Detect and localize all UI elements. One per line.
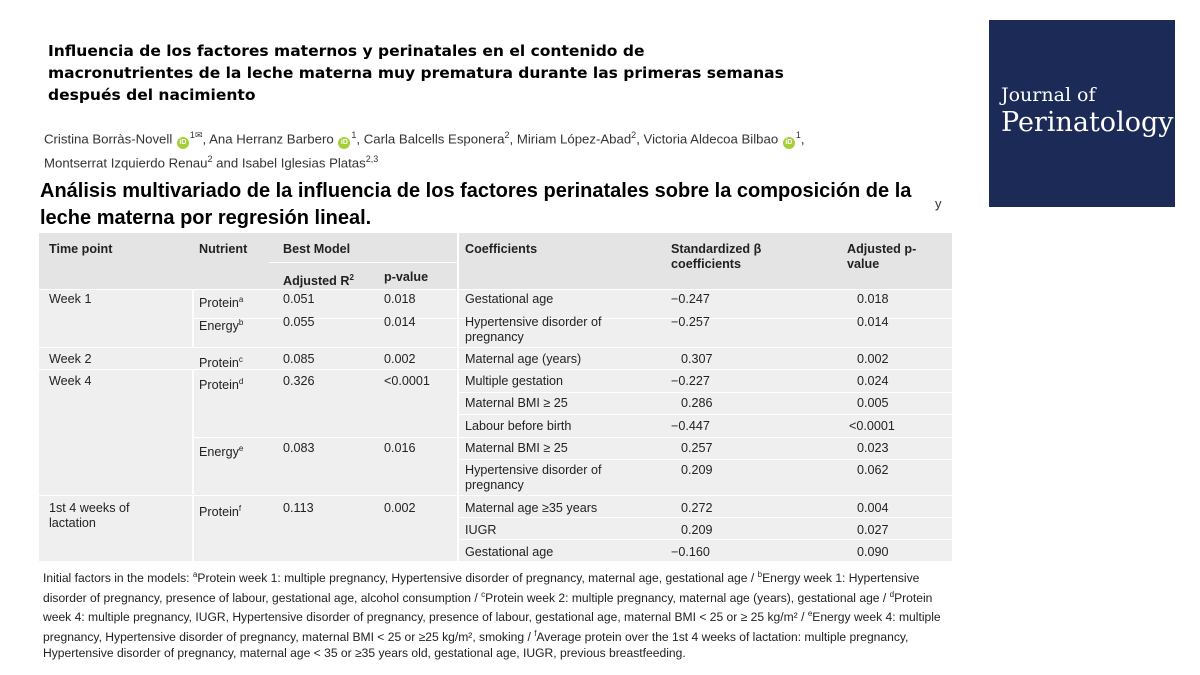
r2-cell: 0.055 [283, 315, 315, 329]
beta-cell: 0.209 [681, 463, 713, 477]
beta-cell: 0.286 [681, 396, 713, 410]
beta-cell: 0.257 [681, 441, 713, 455]
r2-cell: 0.326 [283, 374, 315, 388]
adj-p-cell: 0.062 [857, 463, 889, 477]
header-adjusted-r2: Adjusted $R^2$ [283, 273, 354, 289]
header-nutrient: Nutrient [199, 242, 248, 256]
coefficient-cell: Maternal BMI ≥ 25 [465, 396, 568, 410]
beta-cell: 0.272 [681, 501, 713, 515]
beta-cell: −0.160 [671, 545, 710, 559]
stray-letter: y [935, 196, 942, 211]
nutrient-cell: Protein$^c$ [199, 355, 243, 371]
nutrient-cell: Energy$^b$ [199, 318, 244, 334]
adj-p-cell: 0.027 [857, 523, 889, 537]
adj-p-cell: 0.024 [857, 374, 889, 388]
adj-p-cell: 0.023 [857, 441, 889, 455]
header-divider [269, 262, 457, 263]
beta-cell: 0.307 [681, 352, 713, 366]
affiliation-sup: 2 [631, 130, 637, 140]
r2-cell: 0.085 [283, 352, 315, 366]
author-name: Isabel Iglesias Platas [241, 155, 366, 171]
author-name: Miriam López-Abad [516, 131, 632, 147]
paper-title [48, 40, 848, 106]
author-name: Cristina Borràs-Novell [44, 131, 173, 147]
nutrient-cell: Protein$^d$ [199, 377, 244, 393]
coefficient-cell: Gestational age [465, 292, 554, 306]
adj-p-cell: 0.005 [857, 396, 889, 410]
r2-cell: 0.113 [283, 501, 314, 515]
adj-p-cell: 0.004 [857, 501, 889, 515]
title-line-1: Influencia de los factores maternos y perinatales en el contenido de [48, 42, 645, 60]
adj-p-cell: 0.090 [857, 545, 889, 559]
title-line-2: macronutrientes de la leche materna muy prematura durante las primeras semanas [48, 64, 784, 82]
header-p-value: p-value [384, 270, 429, 284]
caption-line-1: Análisis multivariado de la influencia de los factores perinatales sobre la composición de la [40, 180, 912, 202]
coefficient-cell: Maternal age (years) [465, 352, 582, 366]
affiliation-sup: 2 [504, 130, 510, 140]
row-line [457, 414, 952, 415]
author-name: Montserrat Izquierdo Renau [44, 155, 208, 171]
r2-cell: 0.051 [283, 292, 315, 306]
coefficient-cell: Gestational age [465, 545, 554, 559]
regression-table [39, 233, 952, 561]
logo-line-2: Perinatology [1001, 107, 1174, 138]
beta-cell: −0.227 [671, 374, 710, 388]
coefficient-cell: IUGR [465, 523, 497, 537]
row-line [192, 437, 952, 438]
time-point-cell: Week 4 [49, 374, 92, 388]
beta-cell: 0.209 [681, 523, 713, 537]
coefficient-cell: Hypertensive disorder of pregnancy [465, 315, 602, 344]
row-line [457, 392, 952, 393]
author-name: Ana Herranz Barbero [209, 131, 334, 147]
header-best-model: Best Model [283, 242, 351, 256]
affiliation-sup: 1 [795, 130, 801, 140]
time-point-cell: Week 2 [49, 352, 92, 366]
time-point-cell: Week 1 [49, 292, 92, 306]
caption-line-2: leche materna por regresión lineal. [40, 207, 372, 229]
p-value-cell: 0.016 [384, 441, 416, 455]
p-value-cell: 0.002 [384, 352, 416, 366]
row-line [457, 459, 952, 460]
beta-cell: −0.247 [671, 292, 710, 306]
p-value-cell: <0.0001 [384, 374, 430, 388]
header-bottom-line [39, 289, 952, 290]
coefficient-cell: Maternal age ≥35 years [465, 501, 598, 515]
table-caption [40, 178, 940, 232]
affiliation-sup: 1 [351, 130, 357, 140]
row-line [457, 539, 952, 540]
adj-p-cell: 0.014 [857, 315, 889, 329]
author-name: Victoria Aldecoa Bilbao [643, 131, 779, 147]
row-line [39, 347, 952, 348]
coefficient-cell: Labour before birth [465, 419, 572, 433]
p-value-cell: 0.018 [384, 292, 416, 306]
col-separator [192, 495, 194, 561]
row-line [457, 517, 952, 518]
beta-cell: −0.257 [671, 315, 710, 329]
affiliation-sup: 1 [189, 130, 195, 140]
nutrient-cell: Protein$^f$ [199, 504, 242, 520]
orcid-icon[interactable]: iD [338, 137, 350, 149]
author-list: Cristina Borràs-Novell $iD^{1✉}$, Ana Herranz Barbero $iD^1$, Carla Balcells Esponera$^2$, Miriam López-Abad$^2$, Victoria Aldecoa Bilbao $iD^1$, Montserrat Izquierdo Renau$^2$ and Isabel Iglesias Platas$^{2,3}$ [44, 130, 805, 171]
affiliation-sup: 2 [207, 154, 213, 165]
col-separator [192, 369, 194, 494]
adj-p-cell: 0.002 [857, 352, 889, 366]
journal-logo [989, 20, 1175, 207]
coefficient-cell: Multiple gestation [465, 374, 564, 388]
adj-p-cell: <0.0001 [849, 419, 895, 433]
header-adjusted-p: Adjusted p- value [847, 242, 917, 271]
header-std-beta: Standardized β coefficients [671, 242, 762, 271]
p-value-cell: 0.014 [384, 315, 416, 329]
orcid-icon[interactable]: iD [783, 137, 795, 149]
col-separator [457, 233, 459, 561]
coefficient-cell: Hypertensive disorder of pregnancy [465, 463, 602, 492]
row-line [39, 369, 952, 370]
header-coefficients: Coefficients [465, 242, 538, 256]
p-value-cell: 0.002 [384, 501, 416, 515]
table-footnote: Initial factors in the models: $^a$Protein week 1: multiple pregnancy, Hypertensive disorder of pregnancy, maternal age, gestational age / $^b$Energy week 1: Hypertensive disorder of pregnancy, presence of labour, gestational age, alcohol consumption / $^c$Protein week 2: multiple pregnancy, maternal age (years), gestational age / $^d$Protein week 4: multiple pregnancy, IUGR, Hypertensive disorder of pregnancy, presence of labour, gestational age, maternal BMI < 25 or ≥ 25 kg/m² / $^e$Energy week 4: multiple pregnancy, Hypertensive disorder of pregnancy, maternal BMI < 25 or ≥25 kg/m², smoking / $^f$Average protein over the 1st 4 weeks of lactation: multiple pregnancy, Hypertensive disorder of pregnancy, maternal age < 35 or ≥35 years old, gestational age, IUGR, previous breastfeeding. [43, 570, 941, 660]
beta-cell: −0.447 [671, 419, 710, 433]
nutrient-cell: Energy$^e$ [199, 444, 244, 460]
orcid-icon[interactable]: iD [177, 137, 189, 149]
logo-line-1: Journal of [1001, 84, 1096, 106]
row-line [39, 495, 952, 496]
author-name: Carla Balcells Esponera [363, 131, 505, 147]
coefficient-cell: Maternal BMI ≥ 25 [465, 441, 568, 455]
author-conjunction: and [216, 155, 239, 171]
time-point-cell: 1st 4 weeks of lactation [49, 501, 130, 530]
adj-p-cell: 0.018 [857, 292, 889, 306]
nutrient-cell: Protein$^a$ [199, 295, 244, 311]
affiliation-sup: 2,3 [365, 154, 379, 165]
r2-cell: 0.083 [283, 441, 315, 455]
mail-icon[interactable]: ✉ [194, 130, 203, 140]
title-line-3: después del nacimiento [48, 86, 256, 104]
header-time-point: Time point [49, 242, 113, 256]
